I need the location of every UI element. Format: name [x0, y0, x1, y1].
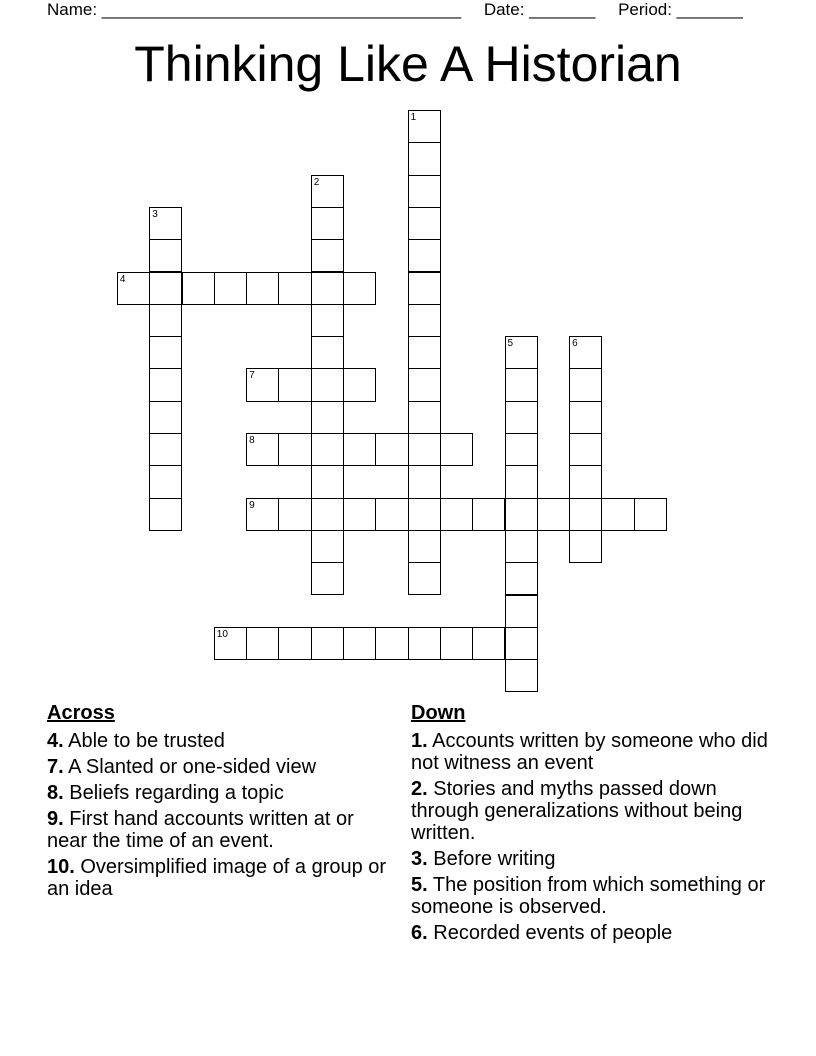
- down-clues: [411, 702, 781, 948]
- grid-cell[interactable]: [149, 401, 182, 434]
- grid-cell[interactable]: [505, 659, 538, 692]
- grid-cell[interactable]: [149, 465, 182, 498]
- down-heading: Down: [411, 702, 466, 724]
- grid-cell[interactable]: [246, 272, 279, 305]
- grid-cell[interactable]: [343, 433, 376, 466]
- grid-cell[interactable]: [246, 368, 279, 401]
- clue-number: 3: [152, 208, 158, 220]
- grid-cell[interactable]: [505, 368, 538, 401]
- grid-cell[interactable]: [408, 304, 441, 337]
- grid-cell[interactable]: [472, 627, 505, 660]
- grid-cell[interactable]: [311, 368, 344, 401]
- clue-number: 8: [249, 435, 255, 446]
- clue-number: 4: [119, 273, 126, 285]
- grid-cell[interactable]: [408, 368, 441, 401]
- grid-cell[interactable]: [214, 627, 247, 660]
- grid-cell[interactable]: [149, 498, 182, 531]
- grid-cell[interactable]: [408, 110, 441, 143]
- grid-cell[interactable]: [408, 562, 441, 595]
- grid-cell[interactable]: [505, 530, 538, 563]
- clue-across-10: 10. Oversimplified image of a group or an idea: [47, 856, 387, 900]
- across-heading: Across: [47, 702, 115, 724]
- grid-cell[interactable]: [311, 401, 344, 434]
- grid-cell[interactable]: [311, 498, 344, 531]
- grid-cell[interactable]: [149, 368, 182, 401]
- grid-cell[interactable]: [408, 272, 441, 305]
- grid-cell[interactable]: [214, 272, 247, 305]
- grid-cell[interactable]: [408, 465, 441, 498]
- grid-cell[interactable]: [634, 498, 667, 531]
- grid-cell[interactable]: [311, 207, 344, 240]
- grid-cell[interactable]: [311, 530, 344, 563]
- grid-cell[interactable]: [408, 433, 441, 466]
- grid-cell[interactable]: [505, 433, 538, 466]
- grid-cell[interactable]: [278, 368, 311, 401]
- period-field[interactable]: Period: _______: [618, 0, 743, 19]
- grid-cell[interactable]: [117, 272, 150, 305]
- clue-across-8: 8. Beliefs regarding a topic: [47, 782, 284, 804]
- grid-cell[interactable]: [246, 433, 279, 466]
- grid-cell[interactable]: [149, 239, 182, 272]
- grid-cell[interactable]: [149, 272, 182, 305]
- grid-cell[interactable]: [569, 530, 602, 563]
- date-field[interactable]: Date: _______: [483, 0, 596, 19]
- clue-down-3: 3. Before writing: [411, 848, 556, 870]
- grid-cell[interactable]: [311, 175, 344, 208]
- grid-cell[interactable]: [505, 595, 538, 628]
- page-title: Thinking Like A Historian: [134, 36, 682, 92]
- grid-cell[interactable]: [505, 627, 538, 660]
- grid-cell[interactable]: [311, 304, 344, 337]
- grid-cell[interactable]: [408, 175, 441, 208]
- grid-cell[interactable]: [182, 272, 215, 305]
- grid-cell[interactable]: [440, 433, 473, 466]
- grid-cell[interactable]: [408, 239, 441, 272]
- grid-cell[interactable]: [569, 401, 602, 434]
- clue-number: 6: [572, 338, 578, 350]
- grid-cell[interactable]: [375, 498, 408, 531]
- grid-cell[interactable]: [343, 272, 376, 305]
- grid-cell[interactable]: [343, 627, 376, 660]
- grid-cell[interactable]: [149, 207, 182, 240]
- grid-cell[interactable]: [505, 401, 538, 434]
- grid-cell[interactable]: [311, 336, 344, 369]
- grid-cell[interactable]: [311, 272, 344, 305]
- clue-across-9: 9. First hand accounts written at or near the time of an event.: [47, 808, 354, 852]
- grid-cell[interactable]: [149, 304, 182, 337]
- grid-cell[interactable]: [343, 368, 376, 401]
- grid-cell[interactable]: [505, 465, 538, 498]
- grid-cell[interactable]: [537, 498, 570, 531]
- grid-cell[interactable]: [569, 368, 602, 401]
- grid-cell[interactable]: [311, 627, 344, 660]
- grid-cell[interactable]: [440, 498, 473, 531]
- grid-cell[interactable]: [311, 465, 344, 498]
- grid-cell[interactable]: [278, 498, 311, 531]
- grid-cell[interactable]: [569, 336, 602, 369]
- grid-cell[interactable]: [311, 433, 344, 466]
- grid-cell[interactable]: [343, 498, 376, 531]
- grid-cell[interactable]: [569, 433, 602, 466]
- across-clues: [47, 702, 387, 904]
- grid-cell[interactable]: [472, 498, 505, 531]
- grid-cell[interactable]: [408, 627, 441, 660]
- clue-across-4: 4. Able to be trusted: [47, 730, 225, 752]
- grid-cell[interactable]: [408, 530, 441, 563]
- grid-cell[interactable]: [408, 142, 441, 175]
- grid-cell[interactable]: [149, 433, 182, 466]
- clue-number: 1: [410, 112, 417, 123]
- grid-cell[interactable]: [149, 336, 182, 369]
- clue-number: 10: [216, 628, 228, 640]
- grid-cell[interactable]: [408, 207, 441, 240]
- clue-number: 2: [313, 176, 320, 188]
- name-field[interactable]: Name: ______________________________________: [47, 0, 462, 19]
- grid-cell[interactable]: [505, 336, 538, 369]
- grid-cell[interactable]: [375, 627, 408, 660]
- grid-cell[interactable]: [569, 465, 602, 498]
- grid-cell[interactable]: [440, 627, 473, 660]
- grid-cell[interactable]: [278, 272, 311, 305]
- grid-cell[interactable]: [246, 627, 279, 660]
- grid-cell[interactable]: [408, 498, 441, 531]
- clue-across-7: 7. A Slanted or one-sided view: [47, 756, 317, 778]
- grid-cell[interactable]: [408, 336, 441, 369]
- grid-cell[interactable]: [601, 498, 634, 531]
- clue-down-5: 5. The position from which something or someone is observed.: [411, 874, 766, 918]
- clue-number: 7: [249, 370, 255, 382]
- clue-number: 5: [507, 338, 514, 350]
- clue-number: 9: [249, 499, 255, 511]
- clue-down-1: 1. Accounts written by someone who did not witness an event: [411, 730, 768, 774]
- grid-cell[interactable]: [505, 498, 538, 531]
- grid-cell[interactable]: [311, 562, 344, 595]
- clue-down-6: 6. Recorded events of people: [411, 922, 673, 944]
- grid-cell[interactable]: [278, 433, 311, 466]
- grid-cell[interactable]: [246, 498, 279, 531]
- grid-cell[interactable]: [505, 562, 538, 595]
- grid-cell[interactable]: [311, 239, 344, 272]
- grid-cell[interactable]: [375, 433, 408, 466]
- grid-cell[interactable]: [278, 627, 311, 660]
- grid-cell[interactable]: [408, 401, 441, 434]
- clue-down-2: 2. Stories and myths passed down through generalizations without being written.: [411, 778, 743, 844]
- grid-cell[interactable]: [569, 498, 602, 531]
